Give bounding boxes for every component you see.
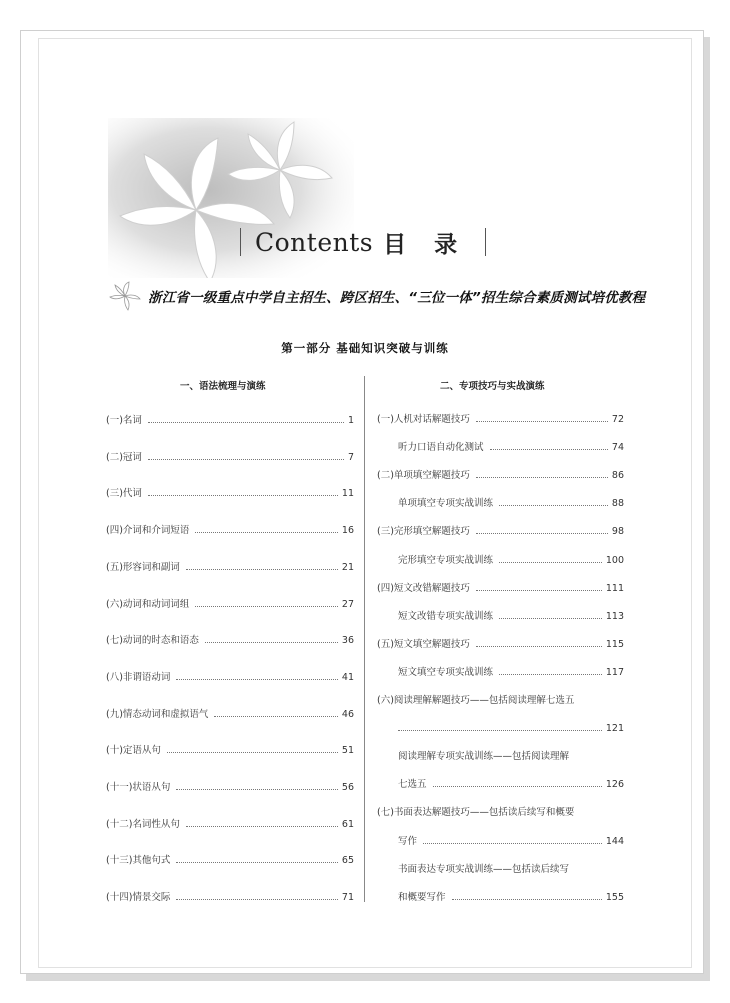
toc-leader-dots [476, 646, 602, 647]
toc-entry-label: (七)书面表达解题技巧——包括读后续写和概要 [377, 807, 575, 819]
toc-page-number: 41 [341, 671, 354, 683]
toc-entry[interactable] [398, 439, 624, 453]
toc-entry[interactable] [398, 861, 624, 875]
toc-leader-dots [176, 679, 337, 680]
toc-entry[interactable] [106, 742, 354, 756]
small-flower-icon [108, 281, 142, 311]
toc-entry[interactable] [106, 706, 354, 720]
toc-page-number: 115 [605, 638, 624, 650]
toc-leader-dots [148, 459, 344, 460]
heading-left-bar [240, 228, 241, 256]
part-title: 第一部分 基础知识突破与训练 [281, 341, 449, 355]
toc-page-number: 21 [341, 561, 354, 573]
column-divider [364, 376, 365, 902]
toc-entry[interactable] [106, 669, 354, 683]
toc-page-number: 11 [341, 488, 354, 500]
toc-entry-label: 完形填空专项实战训练 [398, 554, 494, 566]
toc-entry[interactable] [377, 692, 624, 706]
toc-page-number: 51 [341, 745, 354, 757]
toc-entry[interactable] [106, 632, 354, 646]
toc-entry[interactable] [106, 816, 354, 830]
toc-entry-label: (一)名词 [106, 415, 142, 426]
toc-entry-label: (八)非谓语动词 [106, 671, 171, 683]
toc-leader-dots [433, 786, 602, 787]
toc-page-number: 126 [605, 779, 624, 791]
toc-entry-label: (二)单项填空解题技巧 [377, 470, 470, 482]
toc-entry[interactable] [398, 776, 624, 790]
toc-leader-dots [499, 618, 602, 619]
toc-entry[interactable] [398, 608, 624, 622]
toc-entry-label: 阅读理解专项实战训练——包括阅读理解 [398, 751, 570, 763]
toc-leader-dots [186, 569, 338, 570]
toc-entry-label: 七选五 [398, 779, 427, 791]
toc-leader-dots [476, 477, 608, 478]
toc-entry[interactable] [377, 580, 624, 594]
toc-page-number: 144 [605, 835, 624, 847]
toc-entry-label: (七)动词的时态和语态 [106, 635, 199, 647]
toc-entry[interactable] [377, 636, 624, 650]
toc-page-number: 74 [611, 442, 624, 454]
toc-entry-label: (五)形容词和副词 [106, 561, 180, 573]
toc-entry[interactable] [106, 522, 354, 536]
toc-page-number: 16 [341, 525, 354, 537]
toc-entry[interactable] [398, 720, 624, 734]
toc-entry[interactable] [106, 779, 354, 793]
toc-entry[interactable] [398, 833, 624, 847]
toc-entry-label: (十)定语从句 [106, 745, 161, 757]
toc-leader-dots [490, 449, 608, 450]
toc-page-number: 1 [347, 415, 354, 426]
book-title-row [108, 281, 645, 311]
toc-page-number: 98 [611, 526, 624, 538]
toc-entry-label: (六)动词和动词词组 [106, 598, 190, 610]
toc-leader-dots [176, 789, 337, 790]
toc-leader-dots [476, 421, 608, 422]
toc-entry[interactable] [377, 523, 624, 537]
contents-heading [240, 226, 486, 258]
toc-entry[interactable] [398, 495, 624, 509]
toc-page-number: 88 [611, 498, 624, 510]
toc-page-number: 65 [341, 855, 354, 867]
toc-page-number: 27 [341, 598, 354, 610]
toc-leader-dots [167, 752, 338, 753]
book-title: 浙江省一级重点中学自主招生、跨区招生、“三位一体”招生综合素质测试培优教程 [148, 290, 646, 306]
toc-entry[interactable] [106, 596, 354, 610]
toc-entry[interactable] [106, 889, 354, 903]
toc-leader-dots [214, 716, 337, 717]
toc-page-number: 113 [605, 610, 624, 622]
toc-entry-label: (六)阅读理解解题技巧——包括阅读理解七选五 [377, 695, 575, 706]
toc-leader-dots [476, 533, 608, 534]
toc-entry-label: (三)代词 [106, 488, 142, 500]
toc-leader-dots [205, 642, 338, 643]
toc-entry-label: (九)情态动词和虚拟语气 [106, 708, 209, 720]
toc-entry-label: (二)冠词 [106, 451, 142, 463]
toc-entry[interactable] [377, 411, 624, 425]
toc-leader-dots [452, 899, 602, 900]
toc-leader-dots [195, 532, 337, 533]
toc-entry-label: 写作 [398, 835, 418, 847]
toc-leader-dots [476, 590, 602, 591]
toc-entry-label: (十四)情景交际 [106, 892, 171, 904]
toc-leader-dots [148, 422, 344, 423]
toc-page-number: 71 [341, 892, 354, 904]
toc-leader-dots [499, 505, 608, 506]
right-column-heading: 二、专项技巧与实战演练 [440, 381, 545, 392]
heading-right-bar [485, 228, 486, 256]
toc-entry[interactable] [398, 889, 624, 903]
toc-entry-label: 听力口语自动化测试 [398, 442, 484, 454]
contents-chinese: 目 录 [383, 230, 468, 258]
toc-entry-label: 书面表达专项实战训练——包括读后续写 [398, 863, 570, 875]
toc-entry-label: (四)介词和介词短语 [106, 525, 190, 537]
toc-page-number: 121 [605, 723, 624, 735]
toc-entry[interactable] [106, 852, 354, 866]
toc-page-number: 86 [611, 470, 624, 482]
toc-page-number: 100 [605, 554, 624, 566]
toc-page-number: 7 [347, 451, 354, 463]
toc-entry-label: (五)短文填空解题技巧 [377, 638, 470, 650]
toc-entry[interactable] [106, 559, 354, 573]
toc-page-number: 111 [605, 582, 624, 594]
toc-entry[interactable] [377, 804, 624, 818]
toc-leader-dots [186, 826, 338, 827]
toc-entry-label: 短文填空专项实战训练 [398, 666, 494, 678]
contents-english: Contents [255, 227, 374, 257]
toc-entry[interactable] [398, 748, 624, 762]
toc-entry[interactable] [377, 467, 624, 481]
toc-entry-label: (四)短文改错解题技巧 [377, 582, 470, 594]
toc-leader-dots [195, 606, 337, 607]
toc-leader-dots [398, 730, 602, 731]
toc-page-number: 117 [605, 666, 624, 678]
toc-entry-label: (三)完形填空解题技巧 [377, 526, 470, 538]
toc-entry-label: 短文改错专项实战训练 [398, 610, 494, 622]
left-column-heading: 一、语法梳理与演练 [180, 381, 266, 392]
toc-leader-dots [176, 862, 337, 863]
toc-leader-dots [499, 562, 602, 563]
toc-entry-label: 和概要写作 [398, 891, 446, 903]
toc-entry[interactable] [398, 664, 624, 678]
toc-entry[interactable] [106, 412, 354, 426]
toc-entry[interactable] [106, 449, 354, 463]
toc-page-number: 36 [341, 635, 354, 647]
toc-leader-dots [176, 899, 337, 900]
toc-page-number: 46 [341, 708, 354, 720]
toc-entry-label: (十二)名词性从句 [106, 818, 180, 830]
toc-page-number: 72 [611, 414, 624, 425]
toc-page-number: 56 [341, 782, 354, 793]
toc-entry-label: (十三)其他句式 [106, 855, 171, 867]
toc-entry-label: (十一)状语从句 [106, 782, 171, 793]
toc-leader-dots [148, 495, 338, 496]
toc-entry-label: (一)人机对话解题技巧 [377, 414, 470, 425]
toc-entry[interactable] [106, 485, 354, 499]
toc-page-number: 61 [341, 818, 354, 830]
toc-entry-label: 单项填空专项实战训练 [398, 498, 494, 510]
toc-leader-dots [499, 674, 602, 675]
toc-page-number: 155 [605, 891, 624, 903]
toc-entry[interactable] [398, 552, 624, 566]
toc-leader-dots [423, 843, 602, 844]
